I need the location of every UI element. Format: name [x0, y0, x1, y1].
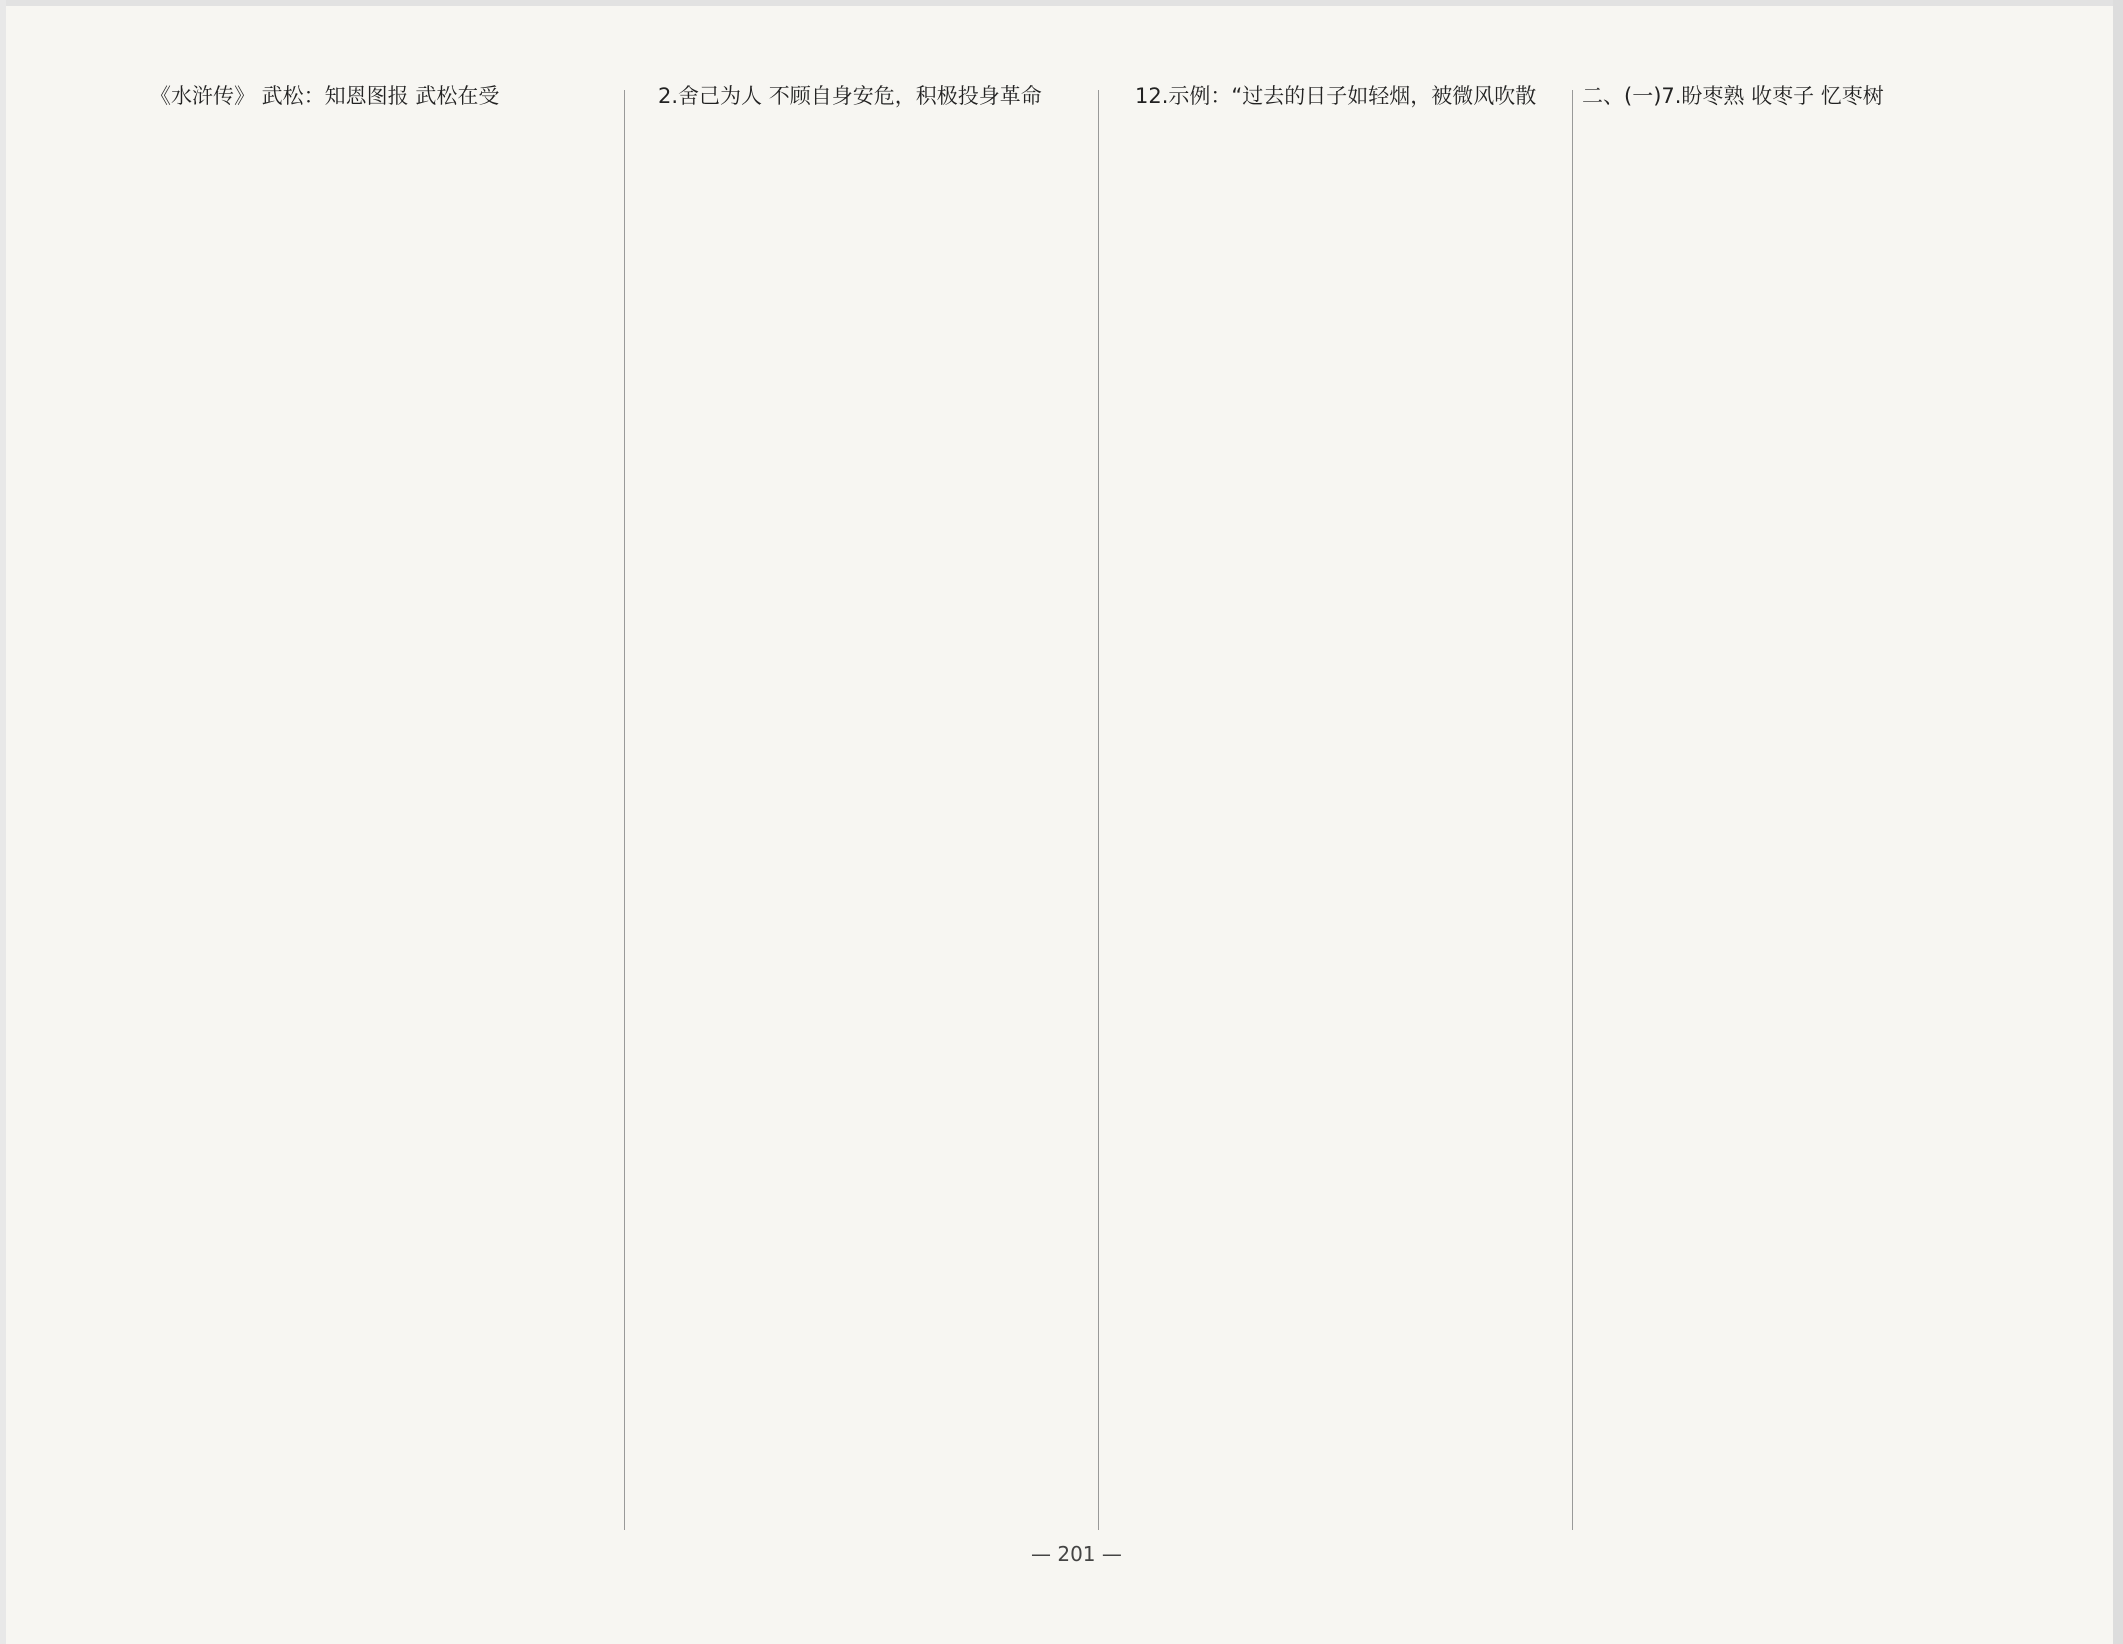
answer-line: 二、(一)7.盼枣熟 收枣子 忆枣树	[1582, 84, 1884, 108]
page-number: — 201 —	[1031, 1542, 1122, 1566]
column-divider	[624, 90, 625, 1530]
answer-column-1	[150, 75, 580, 117]
answer-line: 12.示例：“过去的日子如轻烟，被微风吹散	[1135, 84, 1537, 108]
scan-edge-right	[2113, 0, 2123, 1644]
scan-edge-top	[0, 0, 2123, 6]
answer-column-4	[1582, 75, 2022, 117]
answer-line: 2.舍己为人 不顾自身安危，积极投身革命	[658, 84, 1042, 108]
answer-column-2	[658, 75, 1088, 117]
column-divider	[1098, 90, 1099, 1530]
answer-line: 《水浒传》 武松：知恩图报 武松在受	[150, 84, 500, 108]
scan-edge-left	[0, 0, 6, 1644]
column-divider	[1572, 90, 1573, 1530]
answer-column-3	[1135, 75, 1565, 117]
